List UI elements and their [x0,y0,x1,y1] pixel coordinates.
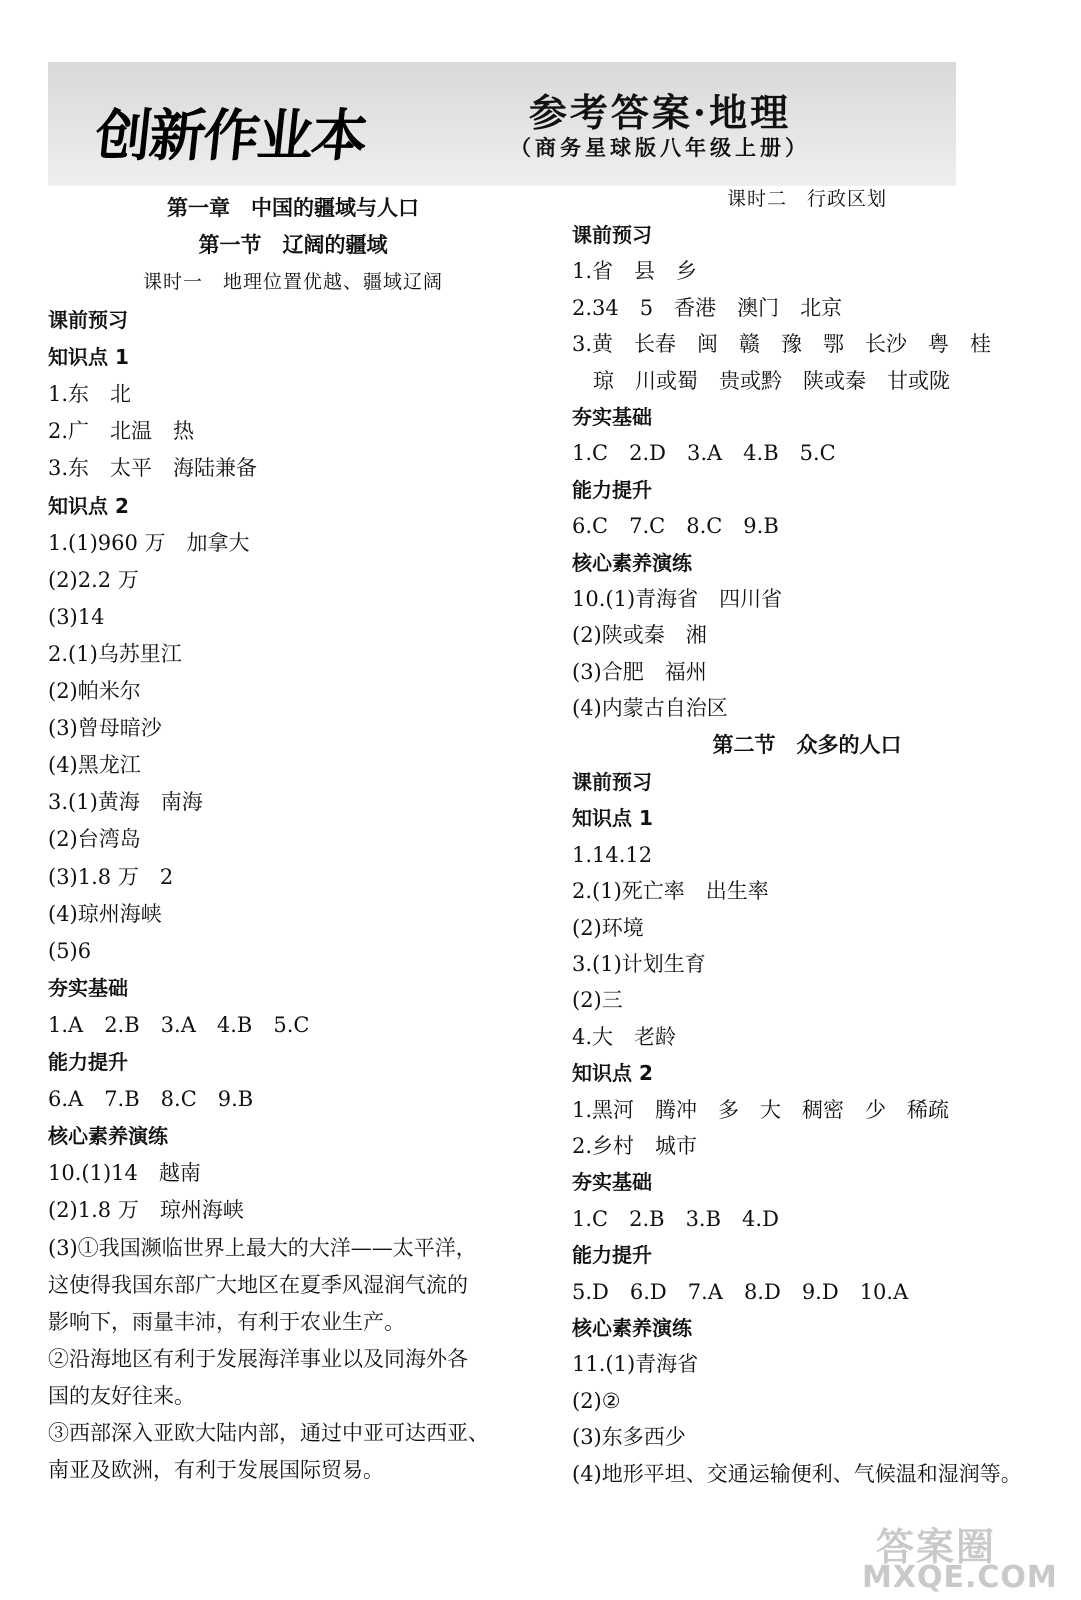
answer-line: (3)14 [48,604,105,629]
lesson-heading: 课时一 地理位置优越、疆域辽阔 [142,271,443,293]
subsection-heading: 课前预习 [572,223,652,247]
answer-line: 国的友好往来。 [48,1383,195,1408]
answer-line: (2)2.2 万 [48,567,139,592]
answer-line: 3.(1)计划生育 [572,952,706,976]
answer-line: 6.C 7.C 8.C 9.B [572,514,779,539]
answer-line: 1.C 2.B 3.B 4.D [572,1206,779,1231]
subsection-heading: 知识点 2 [572,1061,653,1086]
answer-line: 3.东 太平 海陆兼备 [48,456,258,481]
answer-line: 2.广 北温 热 [48,419,195,444]
answer-line: 1.省 县 乡 [572,259,698,284]
subsection-heading: 知识点 1 [572,806,653,831]
answer-line: (2)环境 [572,915,644,940]
answer-line: (3)东多西少 [572,1425,686,1450]
answer-line: (4)琼州海峡 [48,901,162,926]
answer-line: 5.D 6.D 7.A 8.D 9.D 10.A [572,1279,909,1304]
answer-line: 3.(1)黄海 南海 [48,790,203,815]
answer-line: 1.(1)960 万 加拿大 [48,530,250,555]
answer-line: 10.(1)青海省 四川省 [572,587,783,611]
watermark-cn: 答案圈 [876,1525,997,1569]
answer-line: (2)三 [572,988,623,1013]
answer-line: (4)内蒙古自治区 [572,696,728,721]
subsection-heading: 核心素养演练 [572,1316,692,1340]
lesson-heading-2: 课时二 行政区划 [726,188,887,210]
answer-line: (5)6 [48,938,92,963]
answer-line: (2)陕或秦 湘 [572,623,707,648]
watermark-en: MXQE.COM [862,1560,1058,1595]
answer-line: 11.(1)青海省 [572,1352,699,1377]
answer-line: 2.乡村 城市 [572,1134,698,1158]
subsection-heading: 课前预习 [572,770,652,794]
subsection-heading: 核心素养演练 [572,550,692,575]
page-subtitle: （商务星球版八年级上册） [510,135,810,160]
answer-line: (3)曾母暗沙 [48,716,162,741]
watermark [856,1516,1066,1596]
answer-line: 1.A 2.B 3.A 4.B 5.C [48,1012,310,1037]
answer-line: 3.黄 长春 闽 赣 豫 鄂 长沙 粤 桂 [572,332,992,357]
answer-line: (3)合肥 福州 [572,659,707,684]
answer-line: (4)地形平坦、交通运输便利、气候温和湿润等。 [572,1461,1022,1486]
answer-line: ③西部深入亚欧大陆内部，通过中亚可达西亚、 [48,1421,489,1445]
subsection-heading: 能力提升 [48,1050,128,1074]
answer-line: 2.(1)死亡率 出生率 [572,879,769,904]
subsection-heading: 知识点 2 [48,493,129,518]
answer-line: 10.(1)14 越南 [48,1161,201,1186]
subsection-heading: 知识点 1 [48,345,129,370]
section-heading: 第一节 辽阔的疆域 [198,232,388,257]
chapter-heading: 第一章 中国的疆域与人口 [167,195,419,220]
answer-line: (3)①我国濒临世界上最大的大洋——太平洋， [48,1235,477,1260]
answer-line: 6.A 7.B 8.C 9.B [48,1087,254,1112]
subsection-heading: 能力提升 [572,1243,652,1268]
answer-line: (2)台湾岛 [48,827,141,852]
section-heading-2: 第二节 众多的人口 [712,732,902,757]
answer-line: (3)1.8 万 2 [48,864,174,889]
answer-line: 1.黑河 腾冲 多 大 稠密 少 稀疏 [572,1097,950,1122]
answer-line: 影响下，雨量丰沛，有利于农业生产。 [48,1309,405,1334]
answer-line: 1.东 北 [48,382,132,407]
answer-line: 琼 川或蜀 贵或黔 陕或秦 甘或陇 [572,368,950,393]
subsection-heading: 夯实基础 [572,405,652,429]
answer-line: 2.34 5 香港 澳门 北京 [572,295,843,320]
subsection-heading: 夯实基础 [572,1170,652,1195]
subsection-heading: 课前预习 [48,308,128,332]
answer-line: ②沿海地区有利于发展海洋事业以及同海外各 [48,1346,468,1371]
answer-line: 南亚及欧洲，有利于发展国际贸易。 [48,1458,384,1483]
book-logo: 创新作业本 [92,104,369,169]
answer-line: 1.C 2.D 3.A 4.B 5.C [572,441,836,466]
subsection-heading: 能力提升 [572,477,652,502]
answer-line: 这使得我国东部广大地区在夏季风湿润气流的 [48,1272,468,1297]
subsection-heading: 核心素养演练 [48,1124,168,1149]
answer-line: 1.14.12 [572,842,653,867]
answer-line: 4.大 老龄 [572,1024,677,1049]
subsection-heading: 夯实基础 [48,975,128,1000]
answer-line: (2)1.8 万 琼州海峡 [48,1198,244,1223]
page-title: 参考答案·地理 [528,90,792,135]
answer-line: 2.(1)乌苏里江 [48,641,182,666]
answer-line: (2)帕米尔 [48,679,141,703]
answer-line: (4)黑龙江 [48,753,141,778]
answer-line: (2)② [572,1388,621,1413]
